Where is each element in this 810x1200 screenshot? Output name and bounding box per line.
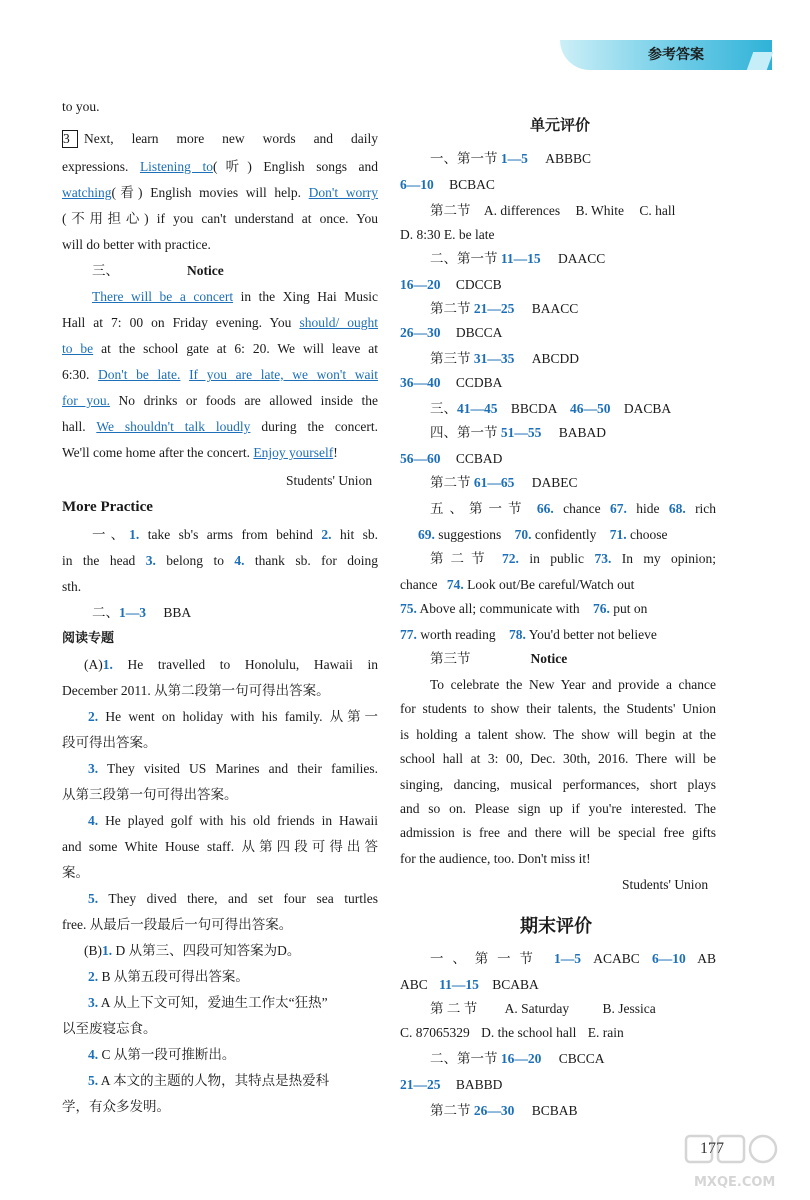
- signature: Students' Union: [286, 473, 373, 488]
- text-line: for you. No drinks or foods are allowed inside the: [62, 393, 379, 408]
- text-line: C. 87065329 D. the school hall E. rain: [400, 1025, 624, 1040]
- text-line: admission is free and there will be special free gifts: [400, 825, 716, 840]
- text-line: 第三节 Notice: [430, 651, 568, 666]
- text-line: 第二节 A. differences B. White C. hall: [430, 203, 676, 218]
- text-line: 以至废寝忘食。: [62, 1021, 157, 1036]
- text-line: 2. B 从第五段可得出答案。: [88, 969, 249, 984]
- text-line: 6—10 BCBAC: [400, 177, 495, 192]
- text-line: We'll come home after the concert. Enjoy yourself!: [62, 445, 338, 460]
- text-line: (B)1. D 从第三、四段可知答案为D。: [84, 943, 301, 958]
- text-line: 四、第一节 51—55 BABAD: [430, 425, 607, 440]
- section-heading-reading: 阅读专题: [62, 631, 115, 646]
- text-line: sth.: [62, 579, 82, 594]
- text-line: 二、第一节 11—15 DAACC: [430, 251, 606, 266]
- section-heading: 三、 Notice: [92, 263, 224, 278]
- text-line: 75. Above all; communicate with 76. put on: [400, 601, 648, 616]
- text-line: 一、第一节 1—5 ACABC 6—10 AB: [430, 951, 717, 966]
- page-number: 177: [700, 1140, 724, 1157]
- text-line: 五、第一节 66. chance 67. hide 68. rich: [430, 501, 717, 516]
- text-line: for the audience, too. Don't miss it!: [400, 851, 591, 866]
- text-line: 一、1. take sb's arms from behind 2. hit sb.: [92, 527, 379, 542]
- text-line: 第三节 31—35 ABCDD: [430, 351, 580, 366]
- text-line: and some White House staff. 从第四段可得出答: [62, 839, 378, 854]
- signature: Students' Union: [622, 877, 709, 892]
- text-line: expressions. Listening to(听) English songs and: [62, 159, 379, 174]
- text-line: for students to show their talents, the Students' Union: [400, 701, 716, 716]
- text-line: watching(看) English movies will help. Don't worry: [62, 185, 378, 200]
- section-title-final-evaluation: 期末评价: [520, 916, 592, 937]
- text-line: chance 74. Look out/Be careful/Watch out: [400, 577, 635, 592]
- text-line: singing, dancing, musical performances, short plays: [400, 777, 716, 792]
- text-line: 77. worth reading 78. You'd better not believe: [400, 627, 657, 642]
- text-line: 段可得出答案。: [62, 735, 157, 750]
- text-line: 案。: [62, 865, 89, 880]
- text-line: 69. suggestions 70. confidently 71. choose: [418, 527, 668, 542]
- text-line: is holding a talent show. The show will begin at the: [400, 727, 716, 742]
- section-number-box: 3: [62, 130, 78, 148]
- text-line: 3. A 从上下文可知，爱迪生工作太“狂热”: [88, 995, 328, 1010]
- text-line: free. 从最后一段最后一句可得出答案。: [62, 917, 293, 932]
- text-line: D. 8:30 E. be late: [400, 227, 495, 242]
- text-line: 一、第一节 1—5 ABBBC: [430, 151, 592, 166]
- text-line: 第二节 61—65 DABEC: [430, 475, 578, 490]
- text-line: 从第三段第一句可得出答案。: [62, 787, 238, 802]
- text-line: 3 Next, learn more new words and daily: [63, 131, 378, 146]
- text-line: 4. C 从第一段可推断出。: [88, 1047, 236, 1062]
- text-line: 4. He played golf with his old friends in Hawaii: [88, 813, 378, 828]
- text-line: 三、41—45 BBCDA 46—50 DACBA: [430, 401, 672, 416]
- text-line: December 2011. 从第二段第一句可得出答案。: [62, 683, 330, 698]
- text-line: 3. They visited US Marines and their families.: [88, 761, 378, 776]
- text-line: 26—30 DBCCA: [400, 325, 503, 340]
- text-line: 二、第一节 16—20 CBCCA: [430, 1051, 605, 1066]
- text-line: 5. A 本文的主题的人物，其特点是热爱科: [88, 1073, 330, 1088]
- text-line: 学，有众多发明。: [62, 1099, 170, 1114]
- text-line: 5. They dived there, and set four sea turtles: [88, 891, 378, 906]
- text-line: To celebrate the New Year and provide a chance: [430, 677, 716, 692]
- text-line: There will be a concert in the Xing Hai Music: [92, 289, 378, 304]
- text-line: 第二节 26—30 BCBAB: [430, 1103, 578, 1118]
- text-line: 第二节 21—25 BAACC: [430, 301, 579, 316]
- text-line: 2. He went on holiday with his family. 从第一: [88, 709, 378, 724]
- text-line: ABC 11—15 BCABA: [400, 977, 539, 992]
- text-line: 6:30. Don't be late. If you are late, we won't wait: [62, 367, 378, 382]
- text-line: 二、1—3 BBA: [92, 605, 192, 620]
- text-line: in the head 3. belong to 4. thank sb. for doing: [62, 553, 379, 568]
- svg-text:MXQE.COM: MXQE.COM: [694, 1175, 776, 1190]
- text-line: hall. We shouldn't talk loudly during the concert.: [62, 419, 378, 434]
- text-line: to you.: [62, 99, 100, 114]
- site-watermark-logo: [680, 1130, 800, 1194]
- text-line: will do better with practice.: [62, 237, 211, 252]
- text-line: school hall at 3: 00, Dec. 30th, 2016. There will be: [400, 751, 716, 766]
- text-line: and so on. Please sign up if you're interested. The: [400, 801, 716, 816]
- text-line: 36—40 CCDBA: [400, 375, 503, 390]
- text-line: to be at the school gate at 6: 20. We will leave at: [62, 341, 379, 356]
- section-heading-more-practice: More Practice: [62, 499, 153, 515]
- text-line: 第 二 节 A. Saturday B. Jessica: [430, 1001, 656, 1016]
- text-line: 16—20 CDCCB: [400, 277, 502, 292]
- text-line: (不用担心) if you can't understand at once. You: [62, 211, 378, 226]
- section-title-unit-evaluation: 单元评价: [530, 116, 591, 134]
- text-line: (A)1. He travelled to Honolulu, Hawaii in: [84, 657, 379, 672]
- text-line: 21—25 BABBD: [400, 1077, 503, 1092]
- text-line: 第二节 72. in public 73. In my opinion;: [430, 551, 717, 566]
- header-title: 参考答案: [648, 48, 704, 63]
- text-line: 56—60 CCBAD: [400, 451, 503, 466]
- text-line: Hall at 7: 00 on Friday evening. You should/ ought: [62, 315, 378, 330]
